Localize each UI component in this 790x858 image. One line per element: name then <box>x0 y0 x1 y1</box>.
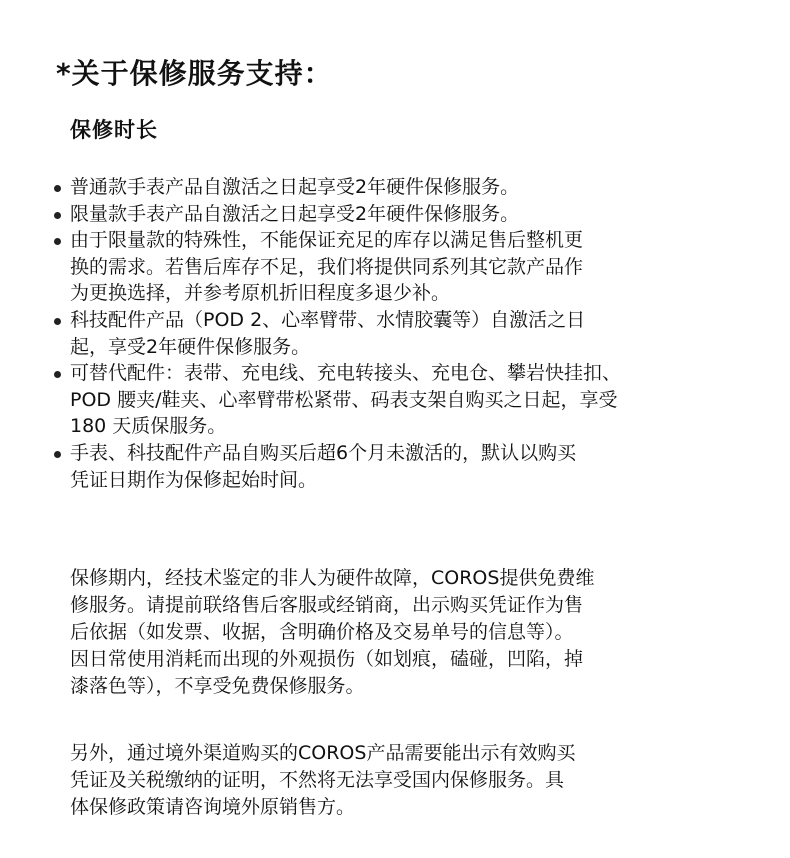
paragraph-line: 凭证及关税缴纳的证明，不然将无法享受国内保修服务。具 <box>70 769 565 791</box>
bullet-line: 可替代配件：表带、充电线、充电转接头、充电仓、攀岩快挂扣、 <box>70 362 622 385</box>
paragraph-overseas-purchase <box>70 740 770 821</box>
bullet-dot-icon <box>54 451 61 458</box>
bullet-line: 由于限量款的特殊性，不能保证充足的库存以满足售后整机更 <box>70 229 584 252</box>
section-title-warranty-period: 保修时长 <box>70 118 158 142</box>
bullet-line: 180 天质保服务。 <box>70 415 227 438</box>
paragraph-line: 后依据（如发票、收据，含明确价格及交易单号的信息等）。 <box>70 621 574 643</box>
bullet-item <box>54 440 774 493</box>
warranty-bullet-list <box>54 174 774 493</box>
bullet-line: 限量款手表产品自激活之日起享受2年硬件保修服务。 <box>70 202 520 225</box>
bullet-dot-icon <box>54 318 61 325</box>
paragraph-line: 因日常使用消耗而出现的外观损伤（如划痕，磕碰，凹陷，掉 <box>70 648 584 670</box>
paragraph-line: 修服务。请提前联络售后客服或经销商，出示购买凭证作为售 <box>70 594 584 616</box>
paragraph-line: 体保修政策请咨询境外原销售方。 <box>70 796 356 818</box>
bullet-dot-icon <box>54 185 61 192</box>
bullet-item <box>54 227 774 307</box>
bullet-line: 手表、科技配件产品自购买后超6个月未激活的，默认以购买 <box>70 441 577 464</box>
bullet-item <box>54 307 774 360</box>
bullet-item <box>54 174 774 201</box>
paragraph-line: 漆落色等），不享受免费保修服务。 <box>70 675 365 697</box>
paragraph-line: 另外，通过境外渠道购买的COROS产品需要能出示有效购买 <box>70 742 576 764</box>
bullet-dot-icon <box>54 371 61 378</box>
bullet-line: POD 腰夹/鞋夹、心率臂带松紧带、码表支架自购买之日起，享受 <box>70 388 618 411</box>
bullet-dot-icon <box>54 212 61 219</box>
bullet-item <box>54 201 774 228</box>
bullet-item <box>54 360 774 440</box>
bullet-line: 起，享受2年硬件保修服务。 <box>70 335 311 358</box>
bullet-line: 科技配件产品（POD 2、心率臂带、水情胶囊等）自激活之日 <box>70 308 586 331</box>
bullet-line: 换的需求。若售后库存不足，我们将提供同系列其它款产品作 <box>70 255 584 278</box>
bullet-line: 凭证日期作为保修起始时间。 <box>70 468 318 491</box>
bullet-dot-icon <box>54 238 61 245</box>
bullet-line: 为更换选择，并参考原机折旧程度多退少补。 <box>70 282 451 305</box>
paragraph-free-repair <box>70 565 770 700</box>
page-title: *关于保修服务支持： <box>56 57 333 90</box>
paragraph-line: 保修期内，经技术鉴定的非人为硬件故障，COROS提供免费维 <box>70 567 595 589</box>
bullet-line: 普通款手表产品自激活之日起享受2年硬件保修服务。 <box>70 176 520 198</box>
